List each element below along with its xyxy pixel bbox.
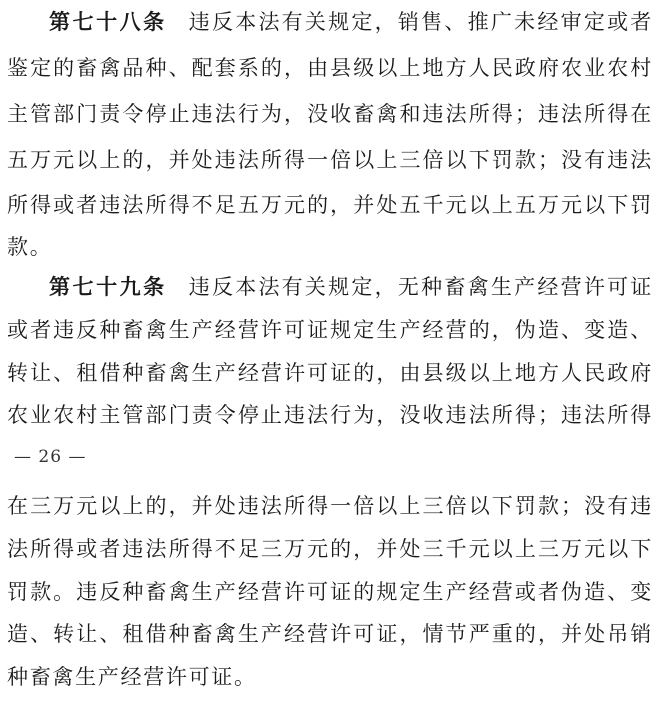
article-78-line-6: 款。 — [7, 235, 53, 259]
article-78-line-3: 主管部门责令停止违法行为，没收畜禽和违法所得；违法所得在 — [7, 102, 653, 126]
article-78-line-4: 五万元以上的，并处违法所得一倍以上三倍以下罚款；没有违法 — [7, 148, 653, 172]
article-78-line-2: 鉴定的畜禽品种、配套系的，由县级以上地方人民政府农业农村 — [7, 56, 653, 80]
continuation-line-5: 种畜禽生产经营许可证。 — [7, 665, 257, 689]
article-79-line-3: 转让、租借种畜禽生产经营许可证的，由县级以上地方人民政府 — [7, 361, 653, 385]
continuation-line-4: 造、转让、租借种畜禽生产经营许可证，情节严重的，并处吊销 — [7, 622, 653, 646]
article-79-line-1 — [49, 269, 653, 305]
article-79-text-1: 违反本法有关规定，无种畜禽生产经营许可证 — [188, 275, 654, 299]
continuation-line-2: 法所得或者违法所得不足三万元的，并处三千元以上三万元以下 — [7, 537, 653, 561]
article-79-line-4: 农业农村主管部门责令停止违法行为，没收违法所得；违法所得 — [7, 403, 653, 427]
page-number: — 26 — — [14, 447, 87, 467]
article-79-line-2: 或者违反种畜禽生产经营许可证规定生产经营的，伪造、变造、 — [7, 318, 653, 342]
article-79-number: 第七十九条 — [49, 275, 167, 299]
continuation-line-3: 罚款。违反种畜禽生产经营许可证的规定生产经营或者伪造、变 — [7, 580, 653, 604]
article-78-line-5: 所得或者违法所得不足五万元的，并处五千元以上五万元以下罚 — [7, 193, 653, 217]
article-78-number: 第七十八条 — [49, 10, 167, 34]
continuation-line-1: 在三万元以上的，并处违法所得一倍以上三倍以下罚款；没有违 — [7, 494, 653, 518]
article-78-line-1 — [49, 4, 653, 40]
article-78-text-1: 违反本法有关规定，销售、推广未经审定或者 — [188, 10, 654, 34]
